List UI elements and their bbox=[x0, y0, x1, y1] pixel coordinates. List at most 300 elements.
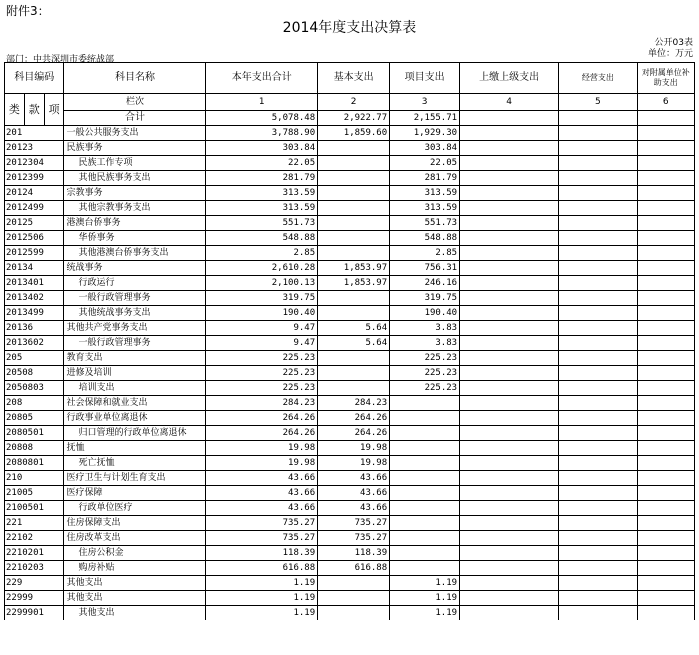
row-upper bbox=[460, 171, 559, 186]
row-total: 19.98 bbox=[206, 441, 318, 456]
row-upper bbox=[460, 546, 559, 561]
row-code: 20134 bbox=[5, 261, 64, 276]
row-business bbox=[559, 261, 637, 276]
row-code: 20808 bbox=[5, 441, 64, 456]
row-subsidy bbox=[637, 471, 694, 486]
subheader-row bbox=[5, 94, 695, 111]
row-subsidy bbox=[637, 351, 694, 366]
row-name: 行政事业单位离退休 bbox=[64, 411, 206, 426]
row-basic bbox=[318, 351, 390, 366]
row-project: 313.59 bbox=[390, 201, 460, 216]
row-upper bbox=[460, 381, 559, 396]
row-upper bbox=[460, 156, 559, 171]
row-code: 2080501 bbox=[5, 426, 64, 441]
row-subsidy bbox=[637, 546, 694, 561]
row-business bbox=[559, 531, 637, 546]
row-subsidy bbox=[637, 231, 694, 246]
table-row bbox=[5, 426, 695, 441]
row-upper bbox=[460, 606, 559, 621]
row-basic bbox=[318, 591, 390, 606]
row-project: 2.85 bbox=[390, 246, 460, 261]
row-name: 一般公共服务支出 bbox=[64, 126, 206, 141]
row-basic bbox=[318, 606, 390, 621]
row-name: 住房改革支出 bbox=[64, 531, 206, 546]
row-code: 2210201 bbox=[5, 546, 64, 561]
row-basic: 1,853.97 bbox=[318, 261, 390, 276]
row-basic: 616.88 bbox=[318, 561, 390, 576]
row-total: 3,788.90 bbox=[206, 126, 318, 141]
row-name: 购房补贴 bbox=[64, 561, 206, 576]
row-name: 其他共产党事务支出 bbox=[64, 321, 206, 336]
row-code: 20508 bbox=[5, 366, 64, 381]
row-code: 20125 bbox=[5, 216, 64, 231]
row-business bbox=[559, 576, 637, 591]
table-row bbox=[5, 366, 695, 381]
row-total: 551.73 bbox=[206, 216, 318, 231]
row-subsidy bbox=[637, 576, 694, 591]
row-business bbox=[559, 156, 637, 171]
row-business bbox=[559, 591, 637, 606]
table-row bbox=[5, 411, 695, 426]
row-name: 死亡抚恤 bbox=[64, 456, 206, 471]
row-total: 284.23 bbox=[206, 396, 318, 411]
row-code: 20805 bbox=[5, 411, 64, 426]
row-basic: 43.66 bbox=[318, 471, 390, 486]
table-row bbox=[5, 336, 695, 351]
row-project: 3.83 bbox=[390, 336, 460, 351]
row-project: 313.59 bbox=[390, 186, 460, 201]
total-sum: 5,078.48 bbox=[206, 111, 318, 126]
row-business bbox=[559, 321, 637, 336]
table-row bbox=[5, 546, 695, 561]
header-code: 科目编码 bbox=[5, 63, 64, 94]
row-total: 313.59 bbox=[206, 201, 318, 216]
row-name: 其他支出 bbox=[64, 606, 206, 621]
row-business bbox=[559, 381, 637, 396]
table-row bbox=[5, 231, 695, 246]
row-project bbox=[390, 456, 460, 471]
row-upper bbox=[460, 186, 559, 201]
row-name: 住房保障支出 bbox=[64, 516, 206, 531]
row-basic bbox=[318, 381, 390, 396]
row-name: 医疗卫生与计划生育支出 bbox=[64, 471, 206, 486]
row-project bbox=[390, 546, 460, 561]
row-upper bbox=[460, 351, 559, 366]
header-project: 项目支出 bbox=[390, 63, 460, 94]
row-project: 1.19 bbox=[390, 606, 460, 621]
row-business bbox=[559, 561, 637, 576]
row-project: 1.19 bbox=[390, 591, 460, 606]
table-row bbox=[5, 201, 695, 216]
row-subsidy bbox=[637, 441, 694, 456]
row-code: 2100501 bbox=[5, 501, 64, 516]
row-upper bbox=[460, 456, 559, 471]
attachment-label: 附件3： bbox=[6, 4, 50, 18]
row-upper bbox=[460, 336, 559, 351]
row-upper bbox=[460, 516, 559, 531]
row-subsidy bbox=[637, 291, 694, 306]
row-upper bbox=[460, 471, 559, 486]
row-total: 225.23 bbox=[206, 351, 318, 366]
table-row bbox=[5, 171, 695, 186]
row-code: 208 bbox=[5, 396, 64, 411]
row-project bbox=[390, 501, 460, 516]
row-project bbox=[390, 561, 460, 576]
row-project: 1.19 bbox=[390, 576, 460, 591]
row-total: 303.84 bbox=[206, 141, 318, 156]
row-project bbox=[390, 441, 460, 456]
total-row bbox=[5, 111, 695, 126]
row-total: 264.26 bbox=[206, 411, 318, 426]
row-project: 1,929.30 bbox=[390, 126, 460, 141]
row-basic bbox=[318, 306, 390, 321]
row-code: 2013602 bbox=[5, 336, 64, 351]
row-total: 2.85 bbox=[206, 246, 318, 261]
table-row bbox=[5, 531, 695, 546]
header-basic: 基本支出 bbox=[318, 63, 390, 94]
row-subsidy bbox=[637, 156, 694, 171]
row-subsidy bbox=[637, 276, 694, 291]
row-business bbox=[559, 366, 637, 381]
row-business bbox=[559, 351, 637, 366]
row-upper bbox=[460, 306, 559, 321]
row-code: 20123 bbox=[5, 141, 64, 156]
table-row bbox=[5, 381, 695, 396]
row-upper bbox=[460, 561, 559, 576]
row-total: 22.05 bbox=[206, 156, 318, 171]
expenditure-table bbox=[4, 62, 695, 620]
row-name: 行政单位医疗 bbox=[64, 501, 206, 516]
row-upper bbox=[460, 231, 559, 246]
row-business bbox=[559, 276, 637, 291]
row-code: 2012599 bbox=[5, 246, 64, 261]
row-name: 统战事务 bbox=[64, 261, 206, 276]
row-project: 551.73 bbox=[390, 216, 460, 231]
row-project: 22.05 bbox=[390, 156, 460, 171]
row-business bbox=[559, 186, 637, 201]
header-total: 本年支出合计 bbox=[206, 63, 318, 94]
row-basic bbox=[318, 186, 390, 201]
row-basic: 264.26 bbox=[318, 411, 390, 426]
col-num-2: 2 bbox=[318, 94, 390, 111]
table-row bbox=[5, 471, 695, 486]
header-business: 经营支出 bbox=[559, 63, 637, 94]
table-row bbox=[5, 216, 695, 231]
row-upper bbox=[460, 216, 559, 231]
table-row bbox=[5, 561, 695, 576]
row-total: 19.98 bbox=[206, 456, 318, 471]
row-name: 归口管理的行政单位离退休 bbox=[64, 426, 206, 441]
row-subsidy bbox=[637, 216, 694, 231]
table-row bbox=[5, 141, 695, 156]
row-upper bbox=[460, 126, 559, 141]
row-total: 2,100.13 bbox=[206, 276, 318, 291]
table-row bbox=[5, 156, 695, 171]
row-subsidy bbox=[637, 261, 694, 276]
row-basic bbox=[318, 156, 390, 171]
row-business bbox=[559, 456, 637, 471]
row-business bbox=[559, 171, 637, 186]
row-project: 281.79 bbox=[390, 171, 460, 186]
total-subsidy bbox=[637, 111, 694, 126]
row-subsidy bbox=[637, 141, 694, 156]
row-total: 225.23 bbox=[206, 366, 318, 381]
row-basic: 5.64 bbox=[318, 321, 390, 336]
row-subsidy bbox=[637, 486, 694, 501]
form-code: 公开03表 bbox=[654, 38, 693, 48]
row-basic: 43.66 bbox=[318, 486, 390, 501]
row-name: 进修及培训 bbox=[64, 366, 206, 381]
total-basic: 2,922.77 bbox=[318, 111, 390, 126]
row-code: 2012399 bbox=[5, 171, 64, 186]
row-name: 其他港澳台侨事务支出 bbox=[64, 246, 206, 261]
row-code: 20136 bbox=[5, 321, 64, 336]
row-name: 社会保障和就业支出 bbox=[64, 396, 206, 411]
row-code: 229 bbox=[5, 576, 64, 591]
row-name: 抚恤 bbox=[64, 441, 206, 456]
row-code: 22102 bbox=[5, 531, 64, 546]
table-row bbox=[5, 291, 695, 306]
table-row bbox=[5, 456, 695, 471]
row-total: 264.26 bbox=[206, 426, 318, 441]
row-business bbox=[559, 411, 637, 426]
row-total: 319.75 bbox=[206, 291, 318, 306]
row-total: 9.47 bbox=[206, 336, 318, 351]
row-project bbox=[390, 516, 460, 531]
row-upper bbox=[460, 501, 559, 516]
row-total: 735.27 bbox=[206, 516, 318, 531]
row-name: 其他支出 bbox=[64, 576, 206, 591]
row-basic bbox=[318, 141, 390, 156]
row-basic: 118.39 bbox=[318, 546, 390, 561]
row-subsidy bbox=[637, 201, 694, 216]
row-upper bbox=[460, 321, 559, 336]
row-basic bbox=[318, 231, 390, 246]
row-business bbox=[559, 606, 637, 621]
table-row bbox=[5, 126, 695, 141]
row-upper bbox=[460, 261, 559, 276]
row-name: 一般行政管理事务 bbox=[64, 291, 206, 306]
row-upper bbox=[460, 366, 559, 381]
row-code: 2012499 bbox=[5, 201, 64, 216]
table-row bbox=[5, 321, 695, 336]
table-row bbox=[5, 606, 695, 621]
row-basic: 19.98 bbox=[318, 441, 390, 456]
row-code: 205 bbox=[5, 351, 64, 366]
row-upper bbox=[460, 426, 559, 441]
row-business bbox=[559, 291, 637, 306]
row-name: 教育支出 bbox=[64, 351, 206, 366]
row-total: 1.19 bbox=[206, 591, 318, 606]
row-total: 9.47 bbox=[206, 321, 318, 336]
row-basic: 284.23 bbox=[318, 396, 390, 411]
row-subsidy bbox=[637, 321, 694, 336]
row-business bbox=[559, 336, 637, 351]
row-name: 培训支出 bbox=[64, 381, 206, 396]
header-xiang: 项 bbox=[44, 94, 64, 126]
row-total: 313.59 bbox=[206, 186, 318, 201]
row-subsidy bbox=[637, 306, 694, 321]
row-upper bbox=[460, 291, 559, 306]
unit-label: 单位：万元 bbox=[647, 49, 693, 59]
col-num-4: 4 bbox=[460, 94, 559, 111]
row-total: 118.39 bbox=[206, 546, 318, 561]
row-subsidy bbox=[637, 501, 694, 516]
table-row bbox=[5, 576, 695, 591]
row-total: 190.40 bbox=[206, 306, 318, 321]
table-row bbox=[5, 396, 695, 411]
row-basic: 1,859.60 bbox=[318, 126, 390, 141]
row-code: 2013402 bbox=[5, 291, 64, 306]
row-total: 225.23 bbox=[206, 381, 318, 396]
row-basic: 5.64 bbox=[318, 336, 390, 351]
row-subsidy bbox=[637, 516, 694, 531]
row-code: 2080801 bbox=[5, 456, 64, 471]
total-project: 2,155.71 bbox=[390, 111, 460, 126]
row-code: 2012304 bbox=[5, 156, 64, 171]
row-upper bbox=[460, 201, 559, 216]
table-row bbox=[5, 306, 695, 321]
row-subsidy bbox=[637, 246, 694, 261]
row-name: 宗教事务 bbox=[64, 186, 206, 201]
row-business bbox=[559, 516, 637, 531]
row-basic bbox=[318, 576, 390, 591]
row-code: 2013499 bbox=[5, 306, 64, 321]
row-basic: 19.98 bbox=[318, 456, 390, 471]
row-basic: 735.27 bbox=[318, 516, 390, 531]
row-subsidy bbox=[637, 366, 694, 381]
row-total: 281.79 bbox=[206, 171, 318, 186]
row-name: 其他宗教事务支出 bbox=[64, 201, 206, 216]
row-name: 华侨事务 bbox=[64, 231, 206, 246]
row-basic: 264.26 bbox=[318, 426, 390, 441]
row-name: 一般行政管理事务 bbox=[64, 336, 206, 351]
row-upper bbox=[460, 411, 559, 426]
department-label: 部门：中共深圳市委统战部 bbox=[6, 55, 115, 65]
table-row bbox=[5, 501, 695, 516]
col-num-1: 1 bbox=[206, 94, 318, 111]
row-code: 21005 bbox=[5, 486, 64, 501]
row-total: 1.19 bbox=[206, 606, 318, 621]
row-subsidy bbox=[637, 606, 694, 621]
row-upper bbox=[460, 276, 559, 291]
row-upper bbox=[460, 441, 559, 456]
row-project: 190.40 bbox=[390, 306, 460, 321]
row-subsidy bbox=[637, 456, 694, 471]
row-code: 20124 bbox=[5, 186, 64, 201]
row-subsidy bbox=[637, 126, 694, 141]
row-basic bbox=[318, 246, 390, 261]
row-code: 2210203 bbox=[5, 561, 64, 576]
row-project bbox=[390, 486, 460, 501]
row-upper bbox=[460, 591, 559, 606]
row-name: 医疗保障 bbox=[64, 486, 206, 501]
row-subsidy bbox=[637, 426, 694, 441]
row-project bbox=[390, 411, 460, 426]
row-code: 221 bbox=[5, 516, 64, 531]
row-business bbox=[559, 201, 637, 216]
row-business bbox=[559, 441, 637, 456]
table-row bbox=[5, 186, 695, 201]
row-subsidy bbox=[637, 381, 694, 396]
row-business bbox=[559, 501, 637, 516]
row-business bbox=[559, 396, 637, 411]
row-basic bbox=[318, 291, 390, 306]
row-basic bbox=[318, 366, 390, 381]
row-name: 其他民族事务支出 bbox=[64, 171, 206, 186]
row-project: 246.16 bbox=[390, 276, 460, 291]
page-title: 2014年度支出决算表 bbox=[282, 20, 417, 36]
row-basic bbox=[318, 171, 390, 186]
header-upper: 上缴上级支出 bbox=[460, 63, 559, 94]
row-name: 其他支出 bbox=[64, 591, 206, 606]
row-code: 2013401 bbox=[5, 276, 64, 291]
table-row bbox=[5, 591, 695, 606]
row-business bbox=[559, 216, 637, 231]
row-business bbox=[559, 141, 637, 156]
row-code: 201 bbox=[5, 126, 64, 141]
row-project bbox=[390, 396, 460, 411]
row-project: 319.75 bbox=[390, 291, 460, 306]
row-total: 43.66 bbox=[206, 501, 318, 516]
col-num-3: 3 bbox=[390, 94, 460, 111]
table-row bbox=[5, 516, 695, 531]
header-name: 科目名称 bbox=[64, 63, 206, 94]
row-total: 616.88 bbox=[206, 561, 318, 576]
row-total: 43.66 bbox=[206, 486, 318, 501]
row-name: 住房公积金 bbox=[64, 546, 206, 561]
row-subsidy bbox=[637, 186, 694, 201]
table-row bbox=[5, 486, 695, 501]
row-code: 22999 bbox=[5, 591, 64, 606]
row-business bbox=[559, 471, 637, 486]
row-business bbox=[559, 546, 637, 561]
row-upper bbox=[460, 141, 559, 156]
row-project: 756.31 bbox=[390, 261, 460, 276]
header-kuan: 款 bbox=[24, 94, 44, 126]
row-subsidy bbox=[637, 591, 694, 606]
row-code: 2050803 bbox=[5, 381, 64, 396]
row-upper bbox=[460, 396, 559, 411]
header-subsidy: 对附属单位补助支出 bbox=[637, 63, 694, 94]
table-row bbox=[5, 351, 695, 366]
row-subsidy bbox=[637, 561, 694, 576]
row-total: 1.19 bbox=[206, 576, 318, 591]
row-name: 港澳台侨事务 bbox=[64, 216, 206, 231]
row-code: 210 bbox=[5, 471, 64, 486]
form-info bbox=[648, 38, 693, 60]
row-upper bbox=[460, 246, 559, 261]
row-total: 43.66 bbox=[206, 471, 318, 486]
row-basic: 1,853.97 bbox=[318, 276, 390, 291]
row-total: 2,610.28 bbox=[206, 261, 318, 276]
row-project: 548.88 bbox=[390, 231, 460, 246]
row-basic: 43.66 bbox=[318, 501, 390, 516]
table-row bbox=[5, 246, 695, 261]
row-total: 735.27 bbox=[206, 531, 318, 546]
row-subsidy bbox=[637, 531, 694, 546]
row-project bbox=[390, 471, 460, 486]
row-code: 2012506 bbox=[5, 231, 64, 246]
total-upper bbox=[460, 111, 559, 126]
row-subsidy bbox=[637, 411, 694, 426]
row-business bbox=[559, 126, 637, 141]
row-code: 2299901 bbox=[5, 606, 64, 621]
row-name: 民族工作专项 bbox=[64, 156, 206, 171]
total-label: 合计 bbox=[64, 111, 206, 126]
row-basic bbox=[318, 201, 390, 216]
row-basic bbox=[318, 216, 390, 231]
